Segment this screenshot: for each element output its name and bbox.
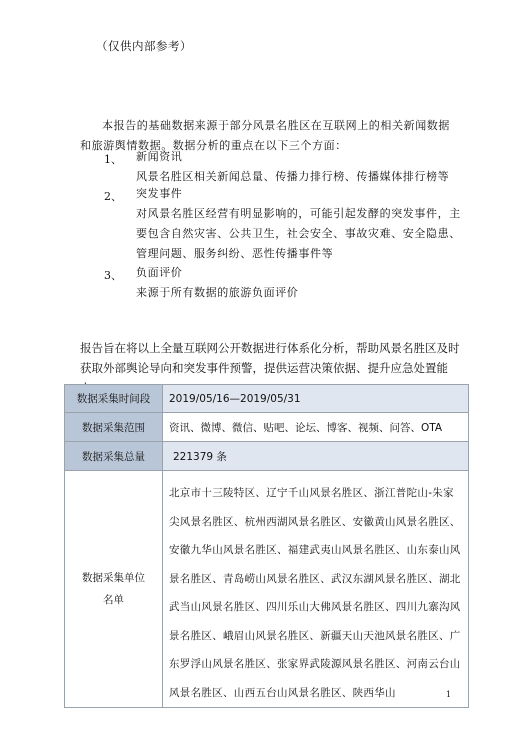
intro-text: 本报告的基础数据来源于部分风景名胜区在互联网上的相关新闻数据和旅游舆情数据。数据分析的重点在以下三个方面： (80, 119, 450, 152)
section-2-desc: 对风景名胜区经营有明显影响的，可能引起发酵的突发事件，主要包含自然灾害、公共卫生，社会安全、事故灾难、安全隐患、管理问题、服务纠纷、恶性传播事件等 (136, 207, 461, 260)
section-1-desc: 风景名胜区相关新闻总量、传播力排行榜、传播媒体排行榜等 (136, 170, 450, 183)
section-2-number: 2、 (104, 190, 122, 203)
table-label: 数据采集范围 (65, 413, 163, 442)
section-3-number: 3、 (104, 269, 122, 282)
internal-reference-note: （仅供内部参考） (96, 39, 192, 53)
section-2 (136, 184, 466, 264)
table-row (65, 442, 469, 471)
section-2-title: 突发事件 (136, 187, 183, 200)
section-3 (136, 263, 466, 303)
section-3-title: 负面评价 (136, 266, 183, 279)
table-row (65, 413, 469, 442)
table-value: 2019/05/16—2019/05/31 (163, 385, 469, 413)
report-summary: 报告旨在将以上全量互联网公开数据进行体系化分析，帮助风景名胜区及时获取外部舆论导向和突发事件预警，提供运营决策依据、提升应急处置能 (80, 341, 460, 375)
section-1-number: 1、 (104, 153, 122, 166)
table-label: 数据采集时间段 (65, 385, 163, 413)
units-list: 北京市十三陵特区、辽宁千山风景名胜区、浙江普陀山-朱家尖风景名胜区、杭州西湖风景名胜区、安徽黄山风景名胜区、安徽九华山风景名胜区、福建武夷山风景名胜区、山东泰山风景名胜区、青岛崂山风景名胜区、武汉东湖风景名胜区、湖北武当山风景名胜区、四川乐山大佛风景名胜区、四川九寨沟风景名胜区、峨眉山风景名胜区、新疆天山天池风景名胜区、广东罗浮山风景名胜区、张家界武陵源风景名胜区、河南云台山风景名胜区、山西五台山风景名胜区、陕西华山 (163, 471, 469, 708)
data-collection-table (64, 384, 469, 708)
table-label: 数据采集总量 (65, 442, 163, 471)
section-1 (136, 147, 466, 187)
table-label-units: 数据采集单位 名单 (65, 471, 163, 708)
table-row (65, 471, 469, 708)
section-3-desc: 来源于所有数据的旅游负面评价 (136, 286, 299, 299)
table-value: 221379 条 (163, 442, 469, 471)
table-row (65, 385, 469, 413)
page-number: 1 (446, 690, 452, 699)
section-1-title: 新闻资讯 (136, 150, 183, 163)
table-value: 资讯、微博、微信、贴吧、论坛、博客、视频、问答、OTA (163, 413, 469, 442)
